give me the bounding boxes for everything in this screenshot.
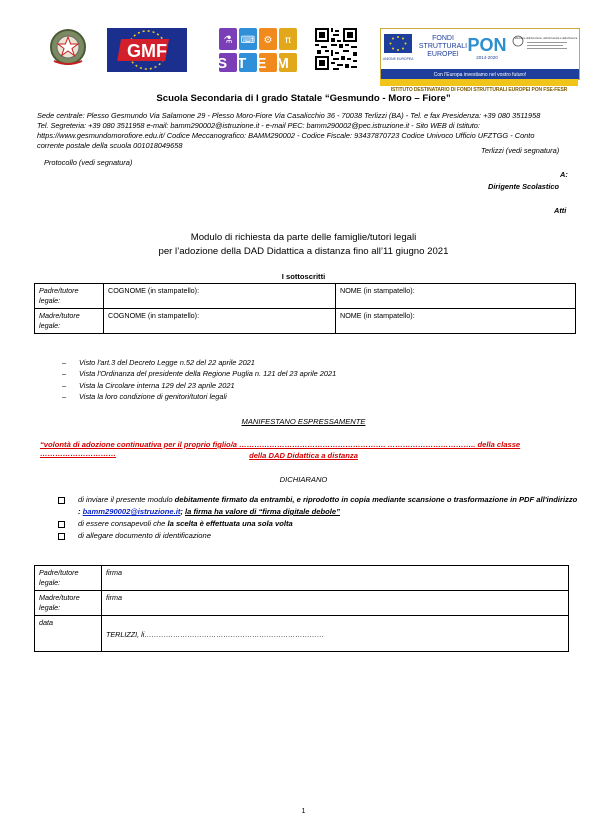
declaration-text: di inviare il presente modulo [78,495,175,504]
list-item-text: Vista l'Ordinanza del presidente della Regione Puglia n. 121 del 23 aprile 2021 [79,369,337,379]
list-item-text: Vista la Circolare interna 129 del 23 aprile 2021 [79,380,235,390]
list-item [62,380,336,391]
declaration-item [58,494,578,518]
pon-strip-text: Con l'Europa investiamo nel vostro futuro! [433,72,527,78]
address-line: corrente postale della scuola 001018049658 [37,141,183,150]
pon-eu-text: UNIONE EUROPEA [382,57,414,61]
form-title-line2: per l’adozione della DAD Didattica a distanza fino all’11 giugno 2021 [158,246,449,257]
pon-caption: ISTITUTO DESTINATARIO DI FONDI STRUTTURALI EUROPEI PON FSE-FESR [390,87,568,93]
date-field[interactable] [102,616,569,652]
table-row [35,566,569,591]
list-item [62,357,336,368]
table-row [35,309,576,334]
declaration-text: di essere consapevoli che [78,519,168,528]
list-item [62,368,336,379]
place-date: Terlizzi (vedi segnatura) [481,146,560,155]
visti-list [62,357,336,403]
signature-field[interactable]: firma [102,591,569,616]
date-label: data [35,616,102,652]
email-link[interactable]: bamm290002@istruzione.it [82,507,181,516]
role-cell: Padre/tutore legale: [35,284,104,309]
sottoscritti-heading: I sottoscritti [281,272,326,281]
declaration-item [58,530,578,542]
address-line: https://www.gesmundomorofiore.edu.it/ Codice Meccanografico: BAMM290002 - Codice Fiscale: 93437870723 Codice Univoco Ufficio UFZTGG - Conto [37,131,535,140]
svg-text:π: π [284,35,292,46]
declaration-underlined-text: la firma ha valore di “firma digitale debole” [185,507,340,516]
dash-icon: – [62,358,67,367]
pon-yellow-strip [380,79,578,86]
table-row [35,616,569,652]
checkbox-icon[interactable] [58,521,65,528]
dichiarano-heading: DICHIARANO [279,475,328,484]
role-cell: Madre/tutore legale: [35,591,102,616]
recipient-a: A: [560,170,568,179]
dash-icon: – [62,392,67,402]
manifestano-heading: MANIFESTANO ESPRESSAMENTE [241,417,366,426]
qr-code-icon [315,28,357,70]
place-date-line: TERLIZZI, li………………………………………………………………… [106,630,325,639]
checkbox-icon[interactable] [58,497,65,504]
page-number: 1 [301,808,306,815]
pon-fondi-strutturali-logo [380,28,580,80]
address-line: Tel. Segreteria: +39 080 3511958 e-mail: bamm290002@istruzione.it - e-mail PEC: bamm290002@pec.istruzione.it - Sito WEB di Istituto: [37,121,480,130]
volonta-line2: della DAD Didattica a distanza [249,451,358,460]
signature-table [34,565,569,652]
list-item-text: Visto l'art.3 del Decreto Legge n.52 del 22 aprile 2021 [79,358,255,367]
declaration-bold-text: debitamente firmato da entrambi, e riprodotto in copia mediante scansione o trasformazione in PDF all'indirizzo : [78,495,578,516]
checkbox-icon[interactable] [58,533,65,540]
pon-fondi-3: EUROPEI [427,51,459,58]
italian-republic-emblem-icon [48,27,88,67]
declaration-item [58,518,578,530]
svg-text:⚙: ⚙ [263,35,273,46]
pon-fondi-2: STRUTTURALI [418,43,468,50]
recipient-dirigente: Dirigente Scolastico [488,182,560,191]
pon-years: 2014-2020 [476,55,498,60]
table-row [35,591,569,616]
declaration-separator: ; [180,507,186,516]
dash-icon: – [62,380,67,390]
school-name: Scuola Secondaria di I grado Statale “Gesmundo - Moro – Fiore” [156,93,451,104]
declaration-bold-text: la scelta è effettuata una sola volta [167,519,293,528]
pon-fondi-1: FONDI [432,35,454,42]
gmf-logo-text: GMF [127,41,167,61]
protocollo: Protocollo (vedi segnatura) [44,158,133,167]
stem-logo [218,27,298,73]
pon-word: PON [467,35,507,55]
declarations-list [58,494,578,542]
stem-logo-text: STEM [218,55,298,72]
pon-ministry: Ministero dell'Istruzione, dell'Università e della Ricerca [514,37,578,40]
svg-text:⚗: ⚗ [223,35,233,46]
parents-table [34,283,576,334]
nome-field[interactable]: NOME (in stampatello): [336,284,576,309]
nome-field[interactable]: NOME (in stampatello): [336,309,576,334]
recipient-atti: Atti [554,206,567,215]
volonta-line1[interactable]: “volontà di adozione continuativa per il proprio figlio/a …………………………………………………. …………………………….. della classe ………………………… [40,440,521,458]
form-title-line1: Modulo di richiesta da parte delle famiglie/tutori legali [190,232,417,243]
signature-field[interactable]: firma [102,566,569,591]
address-line: Sede centrale: Plesso Gesmundo Via Salamone 29 - Plesso Moro-Fiore Via Casalicchio 36 - 70038 Terlizzi (BA) - Tel. e fax Presidenza: +39 080 3511958 [37,111,541,120]
school-address [37,111,577,151]
list-item [62,391,336,402]
dash-icon: – [62,369,67,379]
list-item-text: Vista la loro condizione di genitori/tutori legali [79,392,227,402]
svg-text:⌨: ⌨ [240,35,256,46]
gmf-logo [107,28,187,72]
role-cell: Madre/tutore legale: [35,309,104,334]
cognome-field[interactable]: COGNOME (in stampatello): [104,309,336,334]
role-cell: Padre/tutore legale: [35,566,102,591]
declaration-text: di allegare documento di identificazione [78,531,211,540]
table-row [35,284,576,309]
cognome-field[interactable]: COGNOME (in stampatello): [104,284,336,309]
